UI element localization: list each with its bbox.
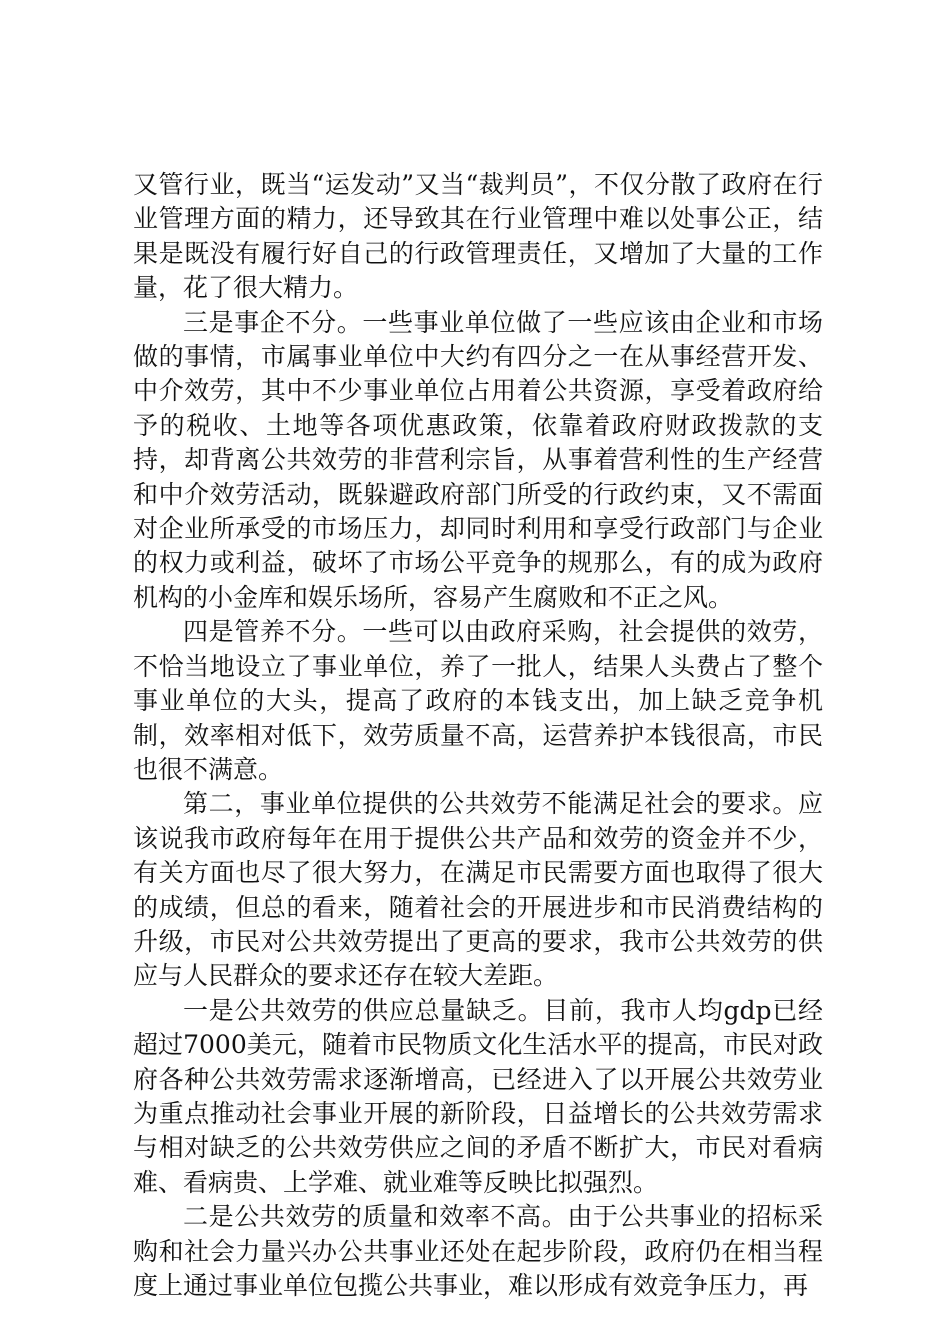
paragraph-2: 三是事企不分。一些事业单位做了一些应该由企业和市场做的事情，市属事业单位中大约有四分之一在从事经营开发、中介效劳，其中不少事业单位占用着公共资源，享受着政府给予的税收、土地等各项优惠政策，依靠着政府财政拨款的支持，却背离公共效劳的非营利宗旨，从事着营利性的生产经营和中介效劳活动，既躲避政府部门所受的行政约束，又不需面对企业所承受的市场压力，却同时利用和享受行政部门与企业的权力或利益，破坏了市场公平竞争的规那么，有的成为政府机构的小金库和娱乐场所，容易产生腐败和不正之风。	[133, 307, 823, 612]
paragraph-4: 第二，事业单位提供的公共效劳不能满足社会的要求。应该说我市政府每年在用于提供公共产品和效劳的资金并不少，有关方面也尽了很大努力，在满足市民需要方面也取得了很大的成绩，但总的看来，随着社会的开展进步和市民消费结构的升级，市民对公共效劳提出了更高的要求，我市公共效劳的供应与人民群众的要求还存在较大差距。	[133, 789, 823, 991]
document-body	[133, 168, 823, 1303]
paragraph-1: 又管行业，既当“运发动”又当“裁判员”，不仅分散了政府在行业管理方面的精力，还导致其在行业管理中难以处事公正，结果是既没有履行好自己的行政管理责任，又增加了大量的工作量，花了很大精力。	[133, 170, 823, 303]
paragraph-6: 二是公共效劳的质量和效率不高。由于公共事业的招标采购和社会力量兴办公共事业还处在起步阶段，政府仍在相当程度上通过事业单位包揽公共事业，难以形成有效竞争压力，再	[133, 1202, 823, 1300]
paragraph-3: 四是管养不分。一些可以由政府采购，社会提供的效劳，不恰当地设立了事业单位，养了一批人，结果人头费占了整个事业单位的大头，提高了政府的本钱支出，加上缺乏竞争机制，效率相对低下，效劳质量不高，运营养护本钱很高，市民也很不满意。	[133, 617, 823, 784]
paragraph-5: 一是公共效劳的供应总量缺乏。目前，我市人均gdp已经超过7000美元，随着市民物质文化生活水平的提高，市民对政府各种公共效劳需求逐渐增高，已经进入了以开展公共效劳业为重点推动社会事业开展的新阶段，日益增长的公共效劳需求与相对缺乏的公共效劳供应之间的矛盾不断扩大，市民对看病难、看病贵、上学难、就业难等反映比拟强烈。	[133, 995, 823, 1197]
